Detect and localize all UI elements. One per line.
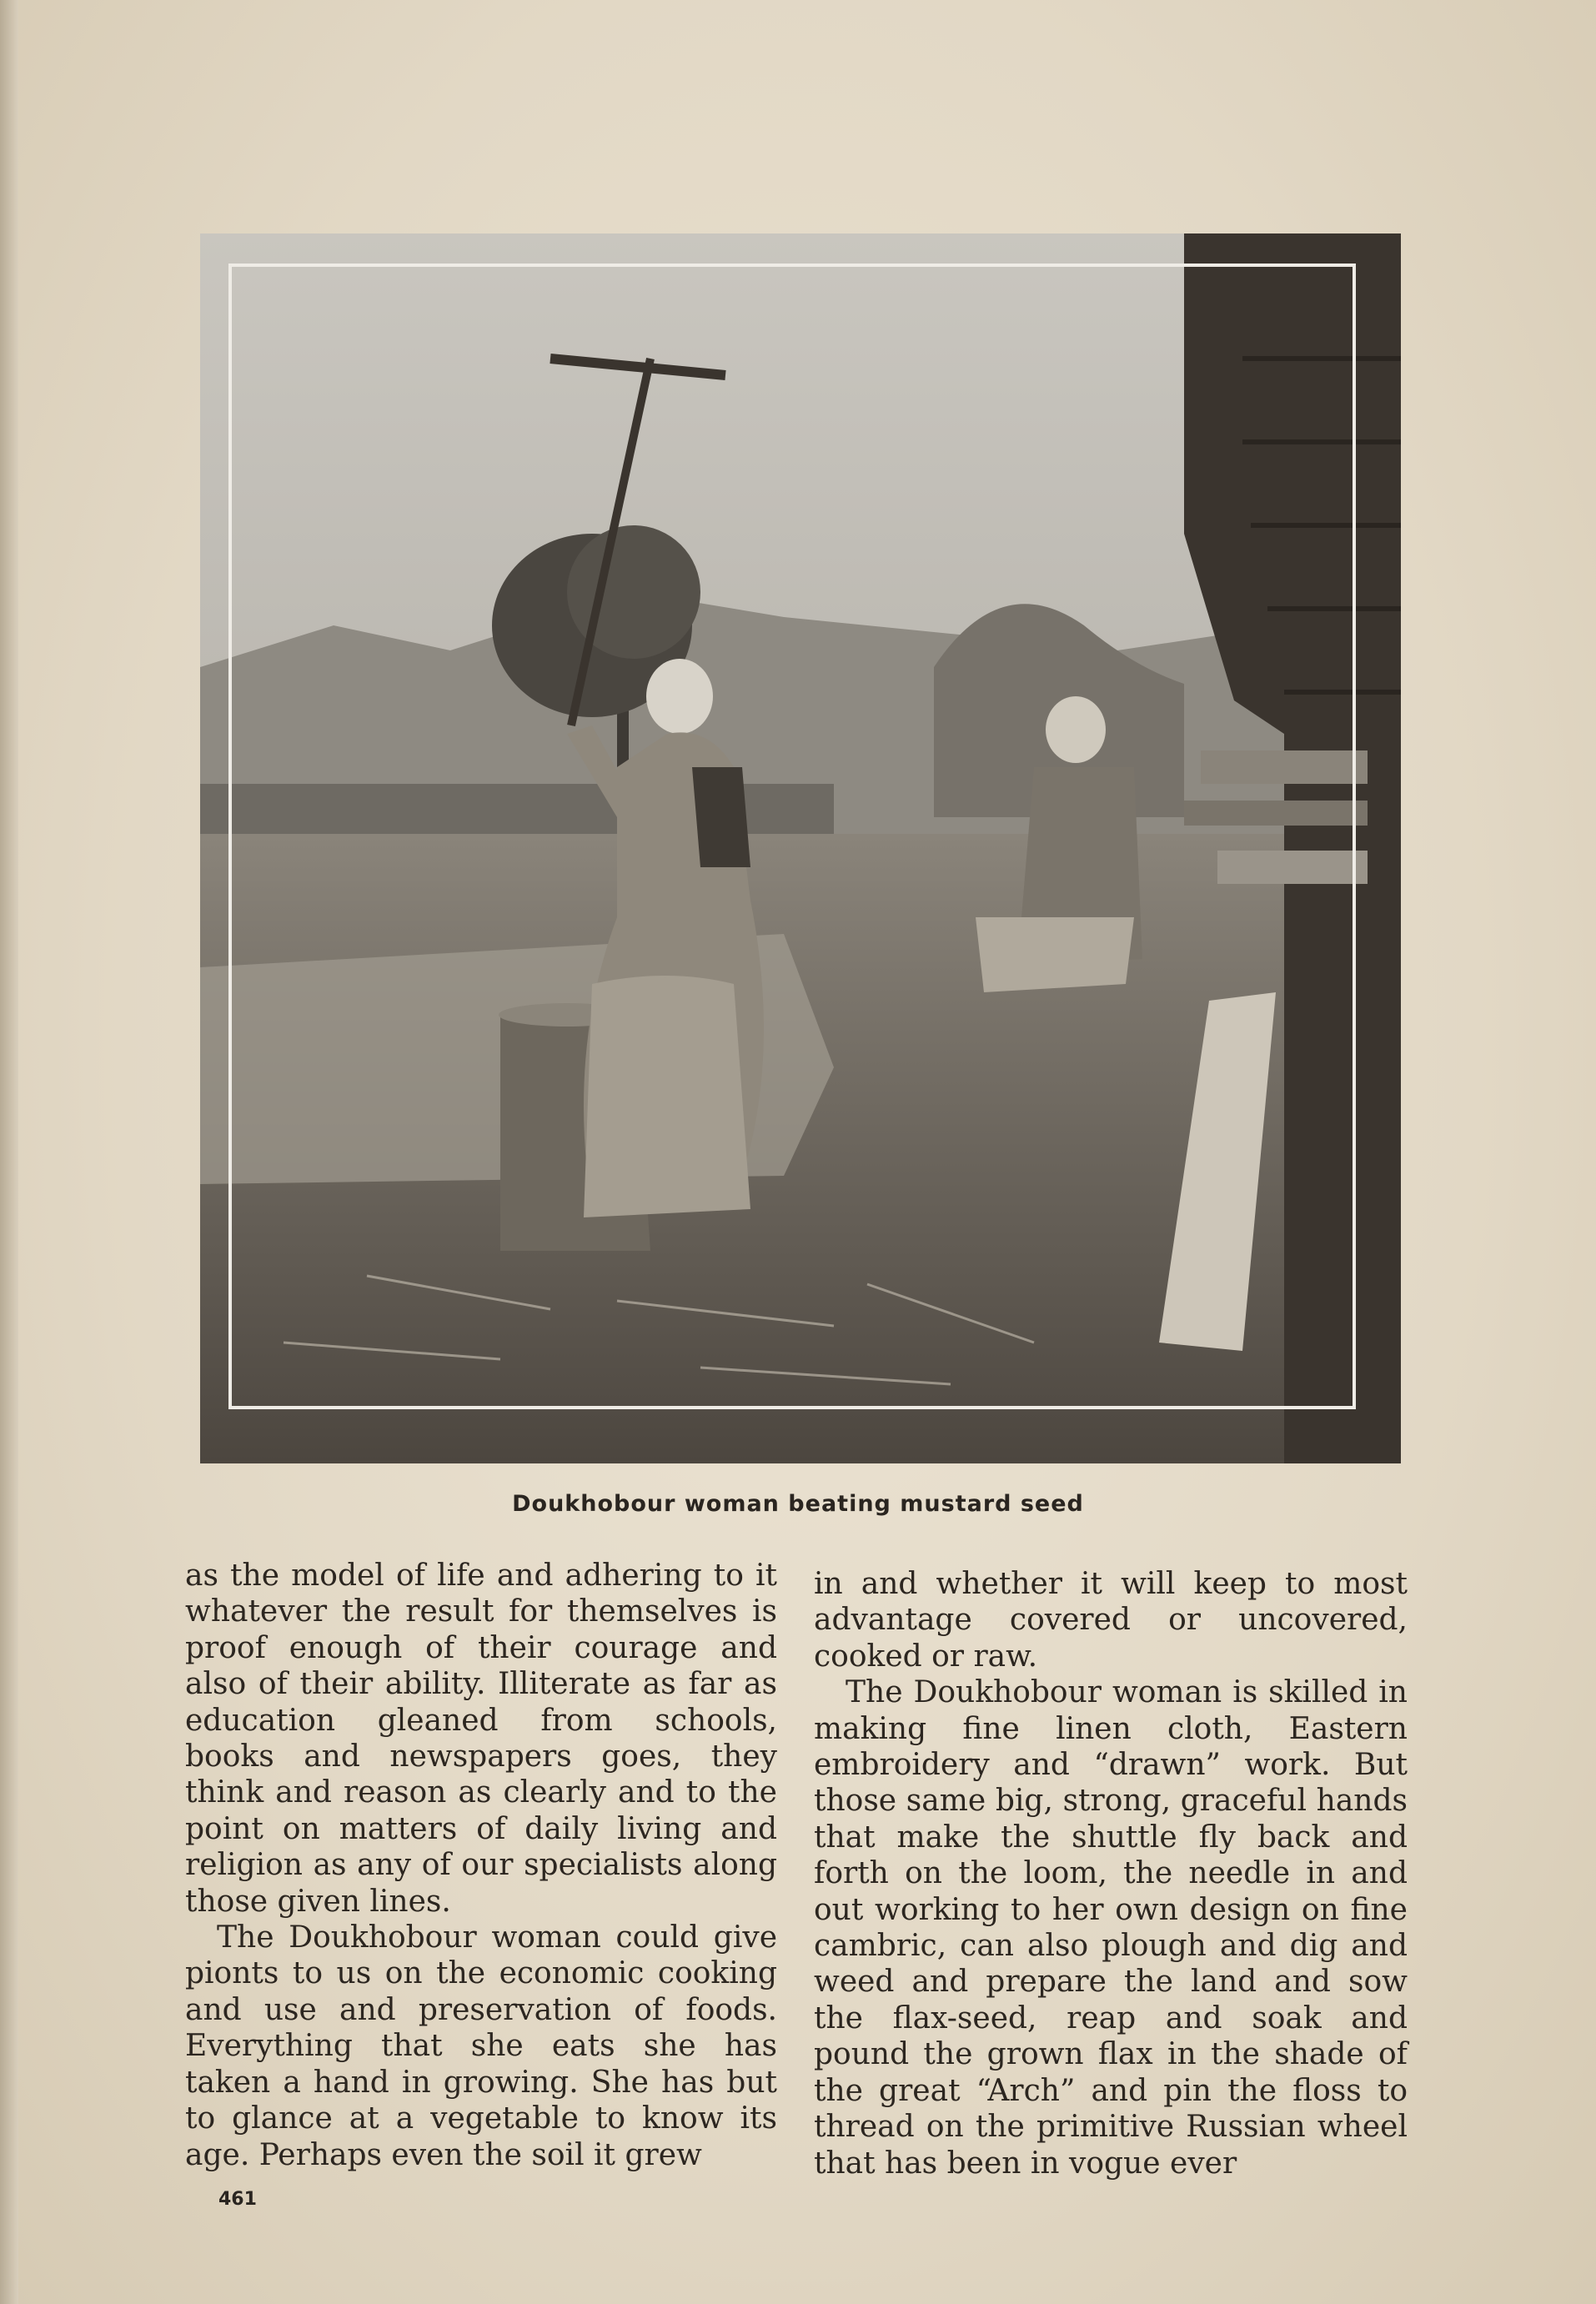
- text-column-left: [185, 1558, 777, 2173]
- page-number: 461: [218, 2189, 257, 2210]
- paragraph: The Doukhobour woman could give pionts to us on the economic cooking and use and preservation of foods. Everything that she eats she has taken a hand in growing. She has but to glance at a vegetable to know its age. Perhaps even the soil it grew: [185, 1920, 777, 2172]
- text-column-right: [814, 1566, 1408, 2181]
- paragraph: in and whether it will keep to most advantage covered or uncovered, cooked or raw.: [814, 1567, 1408, 1674]
- paragraph: as the model of life and adhering to it whatever the result for themselves is proof enough of their courage and also of their ability. Illiterate as far as education gleaned from schools, books and newspapers goes, they think and reason as clearly and to the point on matters of daily living and religion as any of our specialists along those given lines.: [185, 1559, 777, 1919]
- photograph-women-beating-mustard-seed: [200, 233, 1401, 1463]
- page-gutter-shadow: [0, 0, 18, 2304]
- photo-caption: Doukhobour woman beating mustard seed: [512, 1491, 1084, 1517]
- paragraph: The Doukhobour woman is skilled in making fine linen cloth, Eastern embroidery and “drawn” work. But those same big, strong, graceful hands that make the shuttle fly back and forth on the loom, the needle in and out working to her own design on fine cambric, can also plough and dig and weed and prepare the land and sow the flax-seed, reap and soak and pound the grown flax in the shade of the great “Arch” and pin the floss to thread on the primitive Russian wheel that has been in vogue ever: [814, 1675, 1408, 2181]
